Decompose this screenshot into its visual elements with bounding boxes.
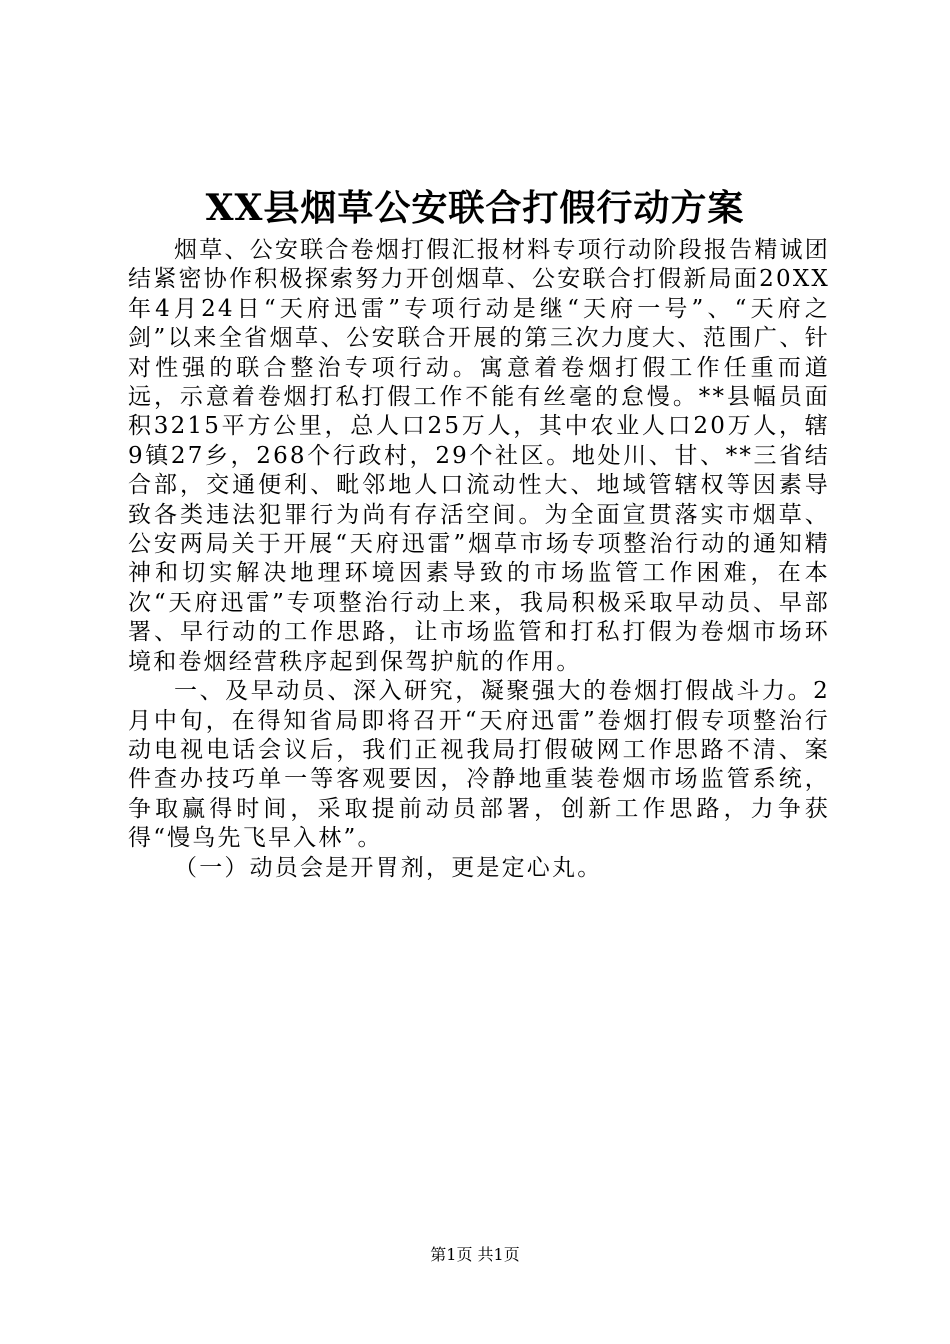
- paragraph-subsection-one: （一）动员会是开胃剂，更是定心丸。: [174, 854, 603, 881]
- paragraph-section-one: 一、及早动员、深入研究，凝聚强大的卷烟打假战斗力。2月中旬，在得知省局即将召开“天府迅雷”卷烟打假专项整治行动电视电话会议后，我们正视我局打假破网工作思路不清、案件查办技巧单一等客观要因，冷静地重装卷烟市场监管系统，争取赢得时间，采取提前动员部署，创新工作思路，力争获得“慢鸟先飞早入林”。: [128, 678, 830, 852]
- page-number-footer: 第1页 共1页: [430, 1245, 520, 1264]
- document-title: XX县烟草公安联合打假行动方案: [205, 187, 745, 229]
- document-body: [128, 236, 830, 883]
- paragraph-intro: 烟草、公安联合卷烟打假汇报材料专项行动阶段报告精诚团结紧密协作积极探索努力开创烟草、公安联合打假新局面20XX年4月24日“天府迅雷”专项行动是继“天府一号”、“天府之剑”以来全省烟草、公安联合开展的第三次力度大、范围广、针对性强的联合整治专项行动。寓意着卷烟打假工作任重而道远，示意着卷烟打私打假工作不能有丝毫的怠慢。**县幅员面积3215平方公里，总人口25万人，其中农业人口20万人，辖9镇27乡，268个行政村，29个社区。地处川、甘、**三省结合部，交通便利、毗邻地人口流动性大、地域管辖权等因素导致各类违法犯罪行为尚有存活空间。为全面宣贯落实市烟草、公安两局关于开展“天府迅雷”烟草市场专项整治行动的通知精神和切实解决地理环境因素导致的市场监管工作困难，在本次“天府迅雷”专项整治行动上来，我局积极采取早动员、早部署、早行动的工作思路，让市场监管和打私打假为卷烟市场环境和卷烟经营秩序起到保驾护航的作用。: [128, 237, 830, 675]
